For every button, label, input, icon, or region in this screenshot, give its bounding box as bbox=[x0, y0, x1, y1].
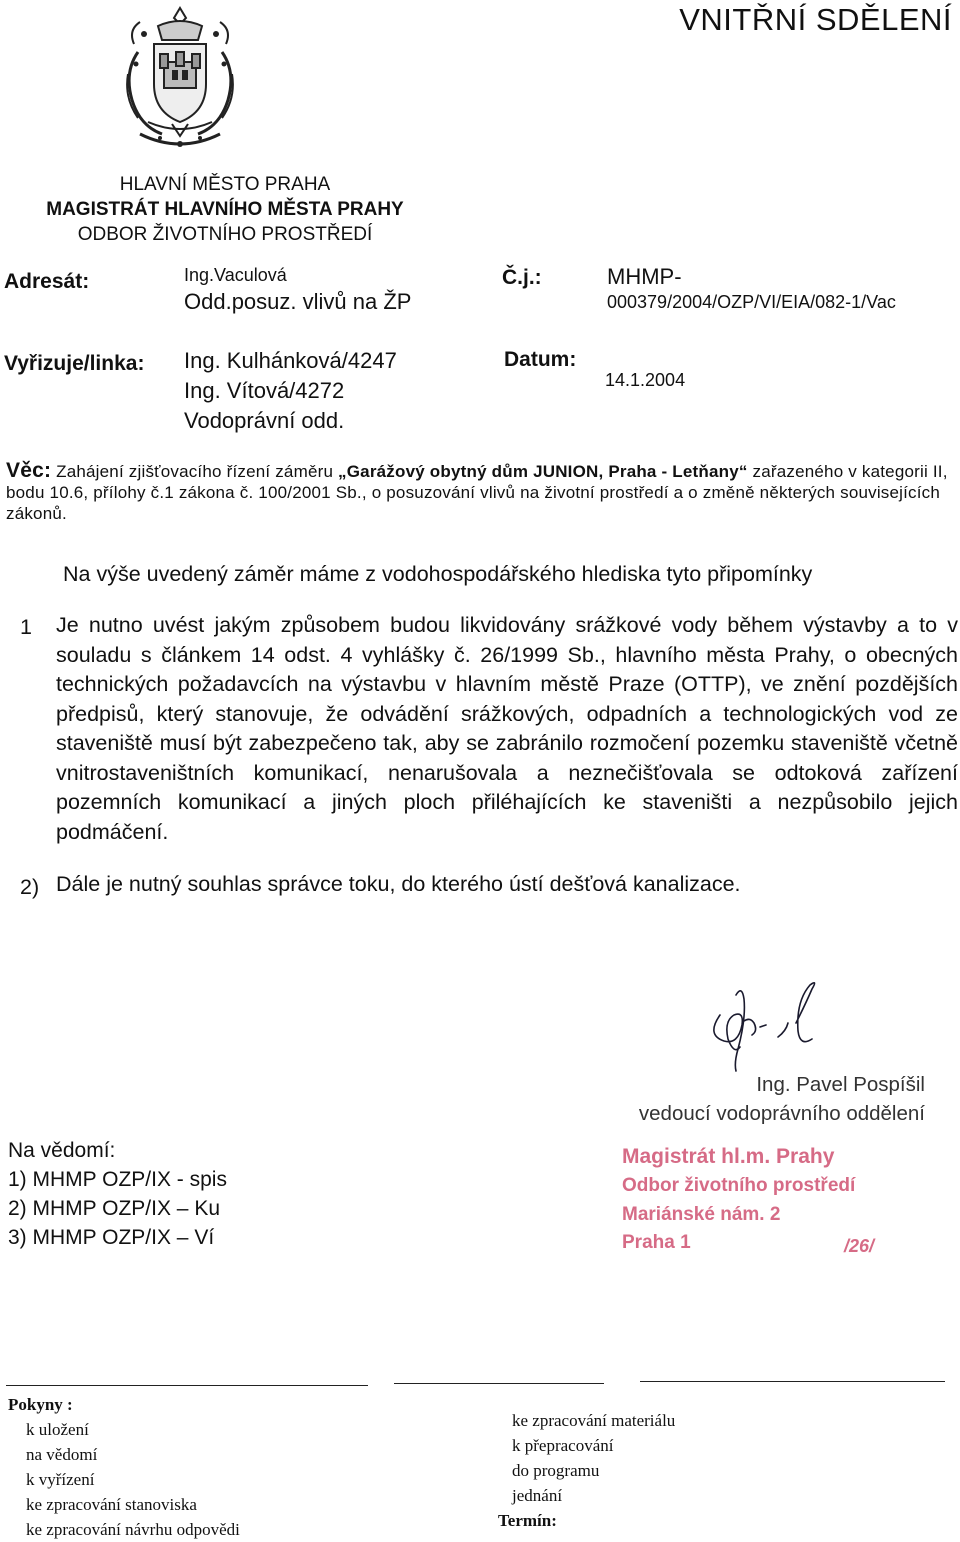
signatory-block bbox=[580, 1070, 925, 1128]
addressee-department: Odd.posuz. vlivů na ŽP bbox=[184, 289, 412, 314]
cc-block bbox=[8, 1136, 227, 1252]
handler-label: Vyřizuje/linka: bbox=[4, 352, 145, 375]
prague-coat-of-arms-icon bbox=[120, 4, 240, 156]
cc-item-1: 1) MHMP OZP/IX - spis bbox=[8, 1168, 227, 1191]
org-department: ODBOR ŽIVOTNÍHO PROSTŘEDÍ bbox=[77, 224, 373, 245]
signatory-position: vedoucí vodoprávního oddělení bbox=[638, 1102, 925, 1125]
instruction-item: ke zpracování návrhu odpovědi bbox=[26, 1520, 240, 1539]
date-label: Datum: bbox=[504, 348, 577, 371]
organization-block bbox=[20, 172, 430, 247]
stamp-line-4: Praha 1 bbox=[622, 1232, 691, 1253]
addressee-name: Ing.Vaculová bbox=[184, 265, 287, 285]
handler-department: Vodoprávní odd. bbox=[184, 408, 345, 433]
official-stamp bbox=[622, 1142, 884, 1260]
reference-prefix: MHMP- bbox=[607, 264, 682, 289]
instruction-item: k přepracování bbox=[512, 1436, 614, 1455]
footer-rule-right bbox=[640, 1381, 945, 1382]
instruction-item: jednání bbox=[512, 1486, 563, 1505]
item-number-2: 2) bbox=[20, 875, 40, 899]
date-value: 14.1.2004 bbox=[605, 370, 686, 390]
stamp-line-1: Magistrát hl.m. Prahy bbox=[622, 1145, 835, 1168]
handwritten-signature bbox=[700, 975, 850, 1075]
stamp-line-2: Odbor životního prostředí bbox=[622, 1175, 856, 1196]
instructions-label: Pokyny : bbox=[8, 1395, 73, 1414]
subject-text-end: zařazeného v kategorii II, bodu 10.6, přílohy č.1 zákona č. 100/2001 Sb., o posuzování vlivů na životní prostředí a o změně některých souvisejících zákonů. bbox=[6, 462, 948, 523]
org-city: HLAVNÍ MĚSTO PRAHA bbox=[119, 174, 331, 195]
instruction-item: na vědomí bbox=[26, 1445, 98, 1464]
subject-block bbox=[6, 460, 956, 524]
stamp-code: /26/ bbox=[844, 1236, 875, 1256]
cc-label: Na vědomí: bbox=[8, 1139, 116, 1162]
body-intro: Na výše uvedený záměr máme z vodohospodářského hlediska tyto připomínky bbox=[63, 562, 813, 586]
instruction-item: ke zpracování materiálu bbox=[512, 1411, 676, 1430]
reference-number: 000379/2004/OZP/VI/EIA/082-1/Vac bbox=[607, 292, 896, 312]
instruction-item: k vyřízení bbox=[26, 1470, 95, 1489]
subject-label: Věc: bbox=[6, 459, 52, 482]
item-text-2: Dále je nutný souhlas správce toku, do kterého ústí dešťová kanalizace. bbox=[56, 872, 741, 896]
handler-person-2: Ing. Vítová/4272 bbox=[184, 378, 345, 403]
instructions-left bbox=[8, 1392, 240, 1542]
item-number-1: 1 bbox=[20, 615, 32, 639]
addressee-label: Adresát: bbox=[4, 270, 90, 293]
instruction-item: do programu bbox=[512, 1461, 600, 1480]
cc-item-3: 3) MHMP OZP/IX – Ví bbox=[8, 1226, 215, 1249]
subject-project-name: „Garážový obytný dům JUNION, Praha - Letňany“ bbox=[338, 462, 748, 481]
subject-text-start: Zahájení zjišťovacího řízení záměru bbox=[56, 462, 339, 481]
instruction-item: ke zpracování stanoviska bbox=[26, 1495, 197, 1514]
instruction-item: k uložení bbox=[26, 1420, 89, 1439]
document-type-title: VNITŘNÍ SDĚLENÍ bbox=[679, 2, 952, 37]
cc-item-2: 2) MHMP OZP/IX – Ku bbox=[8, 1197, 220, 1220]
stamp-line-3: Mariánské nám. 2 bbox=[622, 1204, 781, 1225]
org-magistrate: MAGISTRÁT HLAVNÍHO MĚSTA PRAHY bbox=[46, 199, 404, 220]
item-text-1: Je nutno uvést jakým způsobem budou likvidovány srážkové vody během výstavby a to v souladu s článkem 14 odst. 4 vyhlášky č. 26/1999 Sb., hlavního města Prahy, o obecných technických požadavcích na výstavbu v hlavním městě Praze (OTTP), ve znění pozdějších předpisů, který stanovuje, že odvádění srážkových, odpadních a technologických vod ze staveniště musí být zabezpečeno tak, aby se zabránilo rozmočení pozemku staveniště včetně vnitrostaveništních komunikací, nenarušovala a neznečišťovala se odtoková zařízení pozemních komunikací a jiných ploch přiléhajících ke staveništi a nezpůsobilo jejich podmáčení. bbox=[56, 613, 958, 844]
signatory-name: Ing. Pavel Pospíšil bbox=[756, 1073, 925, 1096]
instructions-right bbox=[498, 1408, 676, 1533]
footer-rule-middle bbox=[394, 1383, 604, 1384]
handler-person-1: Ing. Kulhánková/4247 bbox=[184, 348, 397, 373]
reference-label: Č.j.: bbox=[502, 266, 542, 289]
deadline-label: Termín: bbox=[498, 1511, 557, 1530]
footer-rule-left bbox=[6, 1385, 368, 1386]
